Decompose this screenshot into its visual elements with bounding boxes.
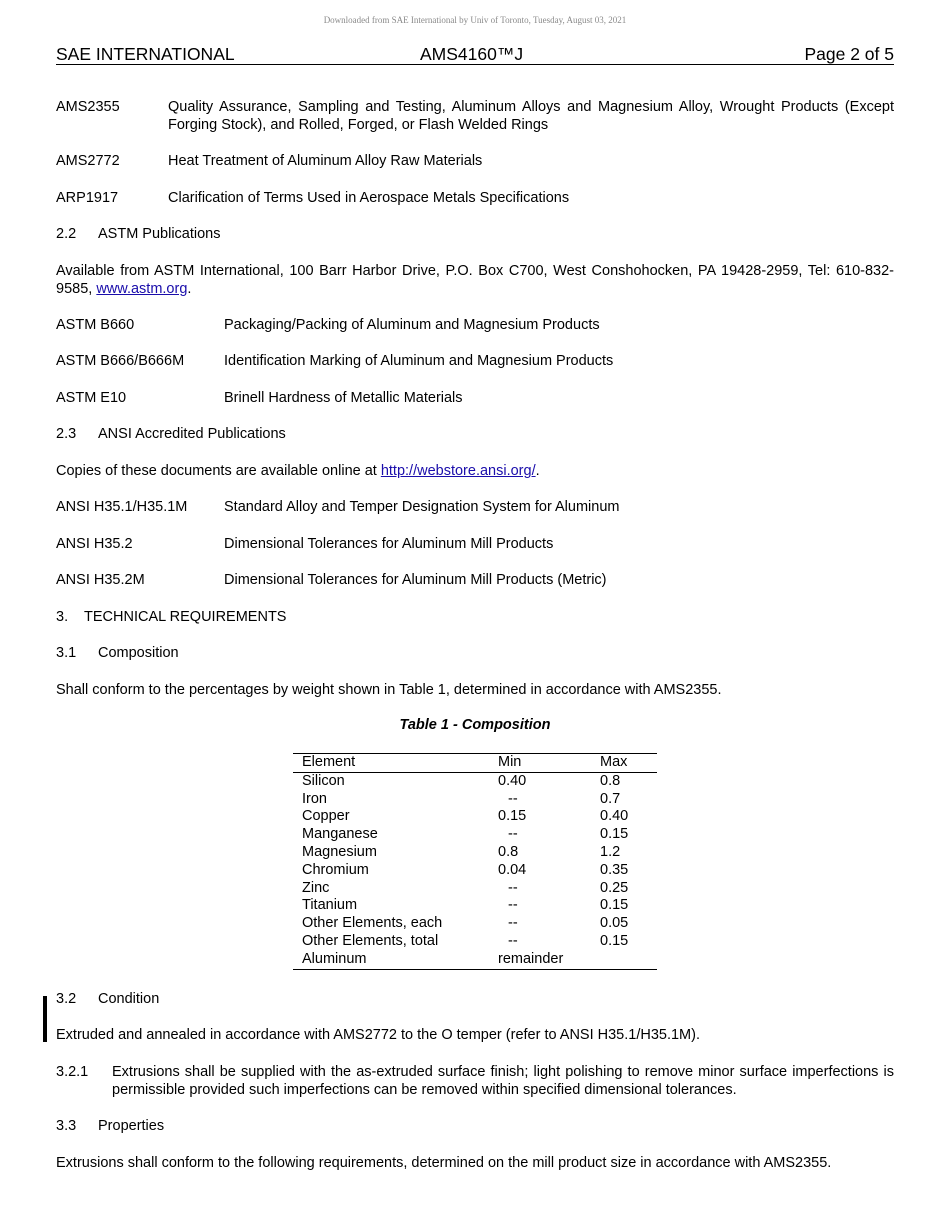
- cell-max: 0.8: [600, 772, 621, 789]
- composition-table: [293, 753, 657, 970]
- cell-element: Titanium: [302, 897, 358, 914]
- cell-min: --: [508, 879, 518, 896]
- cell-element: Zinc: [302, 879, 330, 896]
- ref-code: ANSI H35.1/H35.1M: [56, 499, 188, 515]
- revision-change-bar: [43, 996, 47, 1042]
- section-number: 3.3: [56, 1118, 77, 1134]
- ref-code: AMS2772: [56, 153, 120, 169]
- ref-code: AMS2355: [56, 99, 120, 115]
- section-heading: TECHNICAL REQUIREMENTS: [84, 609, 287, 625]
- availability-text: Copies of these documents are available online at: [56, 463, 381, 479]
- download-watermark: Downloaded from SAE International by Univ of Toronto, Tuesday, August 03, 2021: [323, 15, 627, 25]
- header-doc-number: AMS4160™J: [420, 44, 524, 64]
- table-row: [293, 862, 657, 880]
- section-heading: ANSI Accredited Publications: [98, 426, 286, 442]
- surface-finish-text: Extrusions shall be supplied with the as-extruded surface finish; light polishing to remove minor surface imperfections is permissible provided such imperfections can be removed within specified dimensional tolerances.: [112, 1064, 894, 1098]
- column-header-min: Min: [498, 754, 600, 772]
- cell-element: Magnesium: [302, 843, 377, 860]
- cell-min: --: [508, 932, 518, 949]
- astm-link[interactable]: www.astm.org: [96, 281, 188, 297]
- cell-min: --: [508, 790, 518, 807]
- ref-title: Identification Marking of Aluminum and Magnesium Products: [224, 353, 614, 369]
- table-row: [293, 826, 657, 844]
- cell-element: Iron: [302, 790, 327, 807]
- ref-title: Standard Alloy and Temper Designation System for Aluminum: [224, 499, 620, 515]
- section-number: 3.2.1: [56, 1064, 89, 1080]
- cell-element: Silicon: [302, 772, 345, 789]
- section-heading: ASTM Publications: [98, 226, 221, 242]
- section-number: 2.3: [56, 426, 77, 442]
- ref-title: Packaging/Packing of Aluminum and Magnesium Products: [224, 317, 600, 333]
- column-header-max: Max: [600, 754, 657, 772]
- table-row: [293, 915, 657, 933]
- table-row: [293, 844, 657, 862]
- table-row: [293, 897, 657, 915]
- ref-code: ASTM E10: [56, 390, 127, 406]
- page-header: [56, 44, 894, 65]
- ref-title: Clarification of Terms Used in Aerospace Metals Specifications: [168, 190, 570, 206]
- astm-availability: [56, 262, 894, 298]
- header-page-number: Page 2 of 5: [804, 44, 894, 64]
- cell-element: Other Elements, each: [302, 915, 443, 932]
- properties-text: Extrusions shall conform to the following requirements, determined on the mill product size in accordance with AMS2355.: [56, 1155, 832, 1171]
- ref-title: Dimensional Tolerances for Aluminum Mill Products (Metric): [224, 572, 607, 588]
- cell-min: --: [508, 915, 518, 932]
- ref-title: Quality Assurance, Sampling and Testing, Aluminum Alloys and Magnesium Alloy, Wrought Products (Except Forging Stock), and Rolled, Forged, or Flash Welded Rings: [168, 99, 894, 133]
- cell-element: Aluminum: [302, 950, 367, 967]
- cell-min: 0.04: [498, 861, 527, 878]
- cell-element: Copper: [302, 808, 350, 825]
- table-row: [293, 791, 657, 809]
- ref-code: ANSI H35.2M: [56, 572, 145, 588]
- cell-max: 1.2: [600, 843, 621, 860]
- column-header-element: Element: [293, 754, 498, 772]
- ref-title: Heat Treatment of Aluminum Alloy Raw Materials: [168, 153, 483, 169]
- cell-min: --: [508, 826, 518, 843]
- section-number: 3.2: [56, 991, 77, 1007]
- cell-max: 0.40: [600, 808, 629, 825]
- cell-element: Manganese: [302, 826, 378, 843]
- cell-max: 0.15: [600, 932, 629, 949]
- table-row: [293, 808, 657, 826]
- cell-min: 0.15: [498, 808, 527, 825]
- ref-title: Brinell Hardness of Metallic Materials: [224, 390, 463, 406]
- ref-code: ANSI H35.2: [56, 536, 133, 552]
- ref-code: ASTM B666/B666M: [56, 353, 185, 369]
- table-row: [293, 951, 657, 969]
- ref-code: ASTM B660: [56, 317, 135, 333]
- cell-min: remainder: [498, 950, 564, 967]
- ref-title: Dimensional Tolerances for Aluminum Mill Products: [224, 536, 554, 552]
- header-org: SAE INTERNATIONAL: [56, 44, 235, 64]
- cell-min: 0.8: [498, 843, 519, 860]
- cell-max: 0.35: [600, 861, 629, 878]
- cell-max: 0.05: [600, 915, 629, 932]
- cell-max: 0.25: [600, 879, 629, 896]
- cell-element: Chromium: [302, 861, 369, 878]
- table-header-row: [293, 754, 657, 772]
- composition-text: Shall conform to the percentages by weight shown in Table 1, determined in accordance with AMS2355.: [56, 682, 722, 698]
- cell-max: 0.7: [600, 790, 621, 807]
- table-row: [293, 933, 657, 951]
- section-number: 2.2: [56, 226, 77, 242]
- table-caption: Table 1 - Composition: [399, 717, 551, 733]
- ref-code: ARP1917: [56, 190, 119, 206]
- table-row: [293, 772, 657, 790]
- period: .: [535, 463, 540, 479]
- cell-element: Other Elements, total: [302, 932, 439, 949]
- condition-text: Extruded and annealed in accordance with AMS2772 to the O temper (refer to ANSI H35.1/H35.1M).: [56, 1027, 700, 1043]
- section-heading: Properties: [98, 1118, 165, 1134]
- ansi-link[interactable]: http://webstore.ansi.org/: [380, 463, 536, 479]
- ansi-availability: [56, 462, 540, 480]
- cell-max: 0.15: [600, 826, 629, 843]
- cell-min: 0.40: [498, 772, 527, 789]
- table-row: [293, 880, 657, 898]
- period: .: [187, 281, 192, 297]
- cell-min: --: [508, 897, 518, 914]
- availability-text: Available from ASTM International, 100 Barr Harbor Drive, P.O. Box C700, West Conshohocken, PA 19428-2959, Tel: 610-832-9585,: [56, 263, 894, 297]
- section-heading: Composition: [98, 645, 179, 661]
- section-heading: Condition: [98, 991, 160, 1007]
- cell-max: 0.15: [600, 897, 629, 914]
- section-number: 3.1: [56, 645, 77, 661]
- section-number: 3.: [56, 609, 69, 625]
- cell-max: [600, 951, 657, 969]
